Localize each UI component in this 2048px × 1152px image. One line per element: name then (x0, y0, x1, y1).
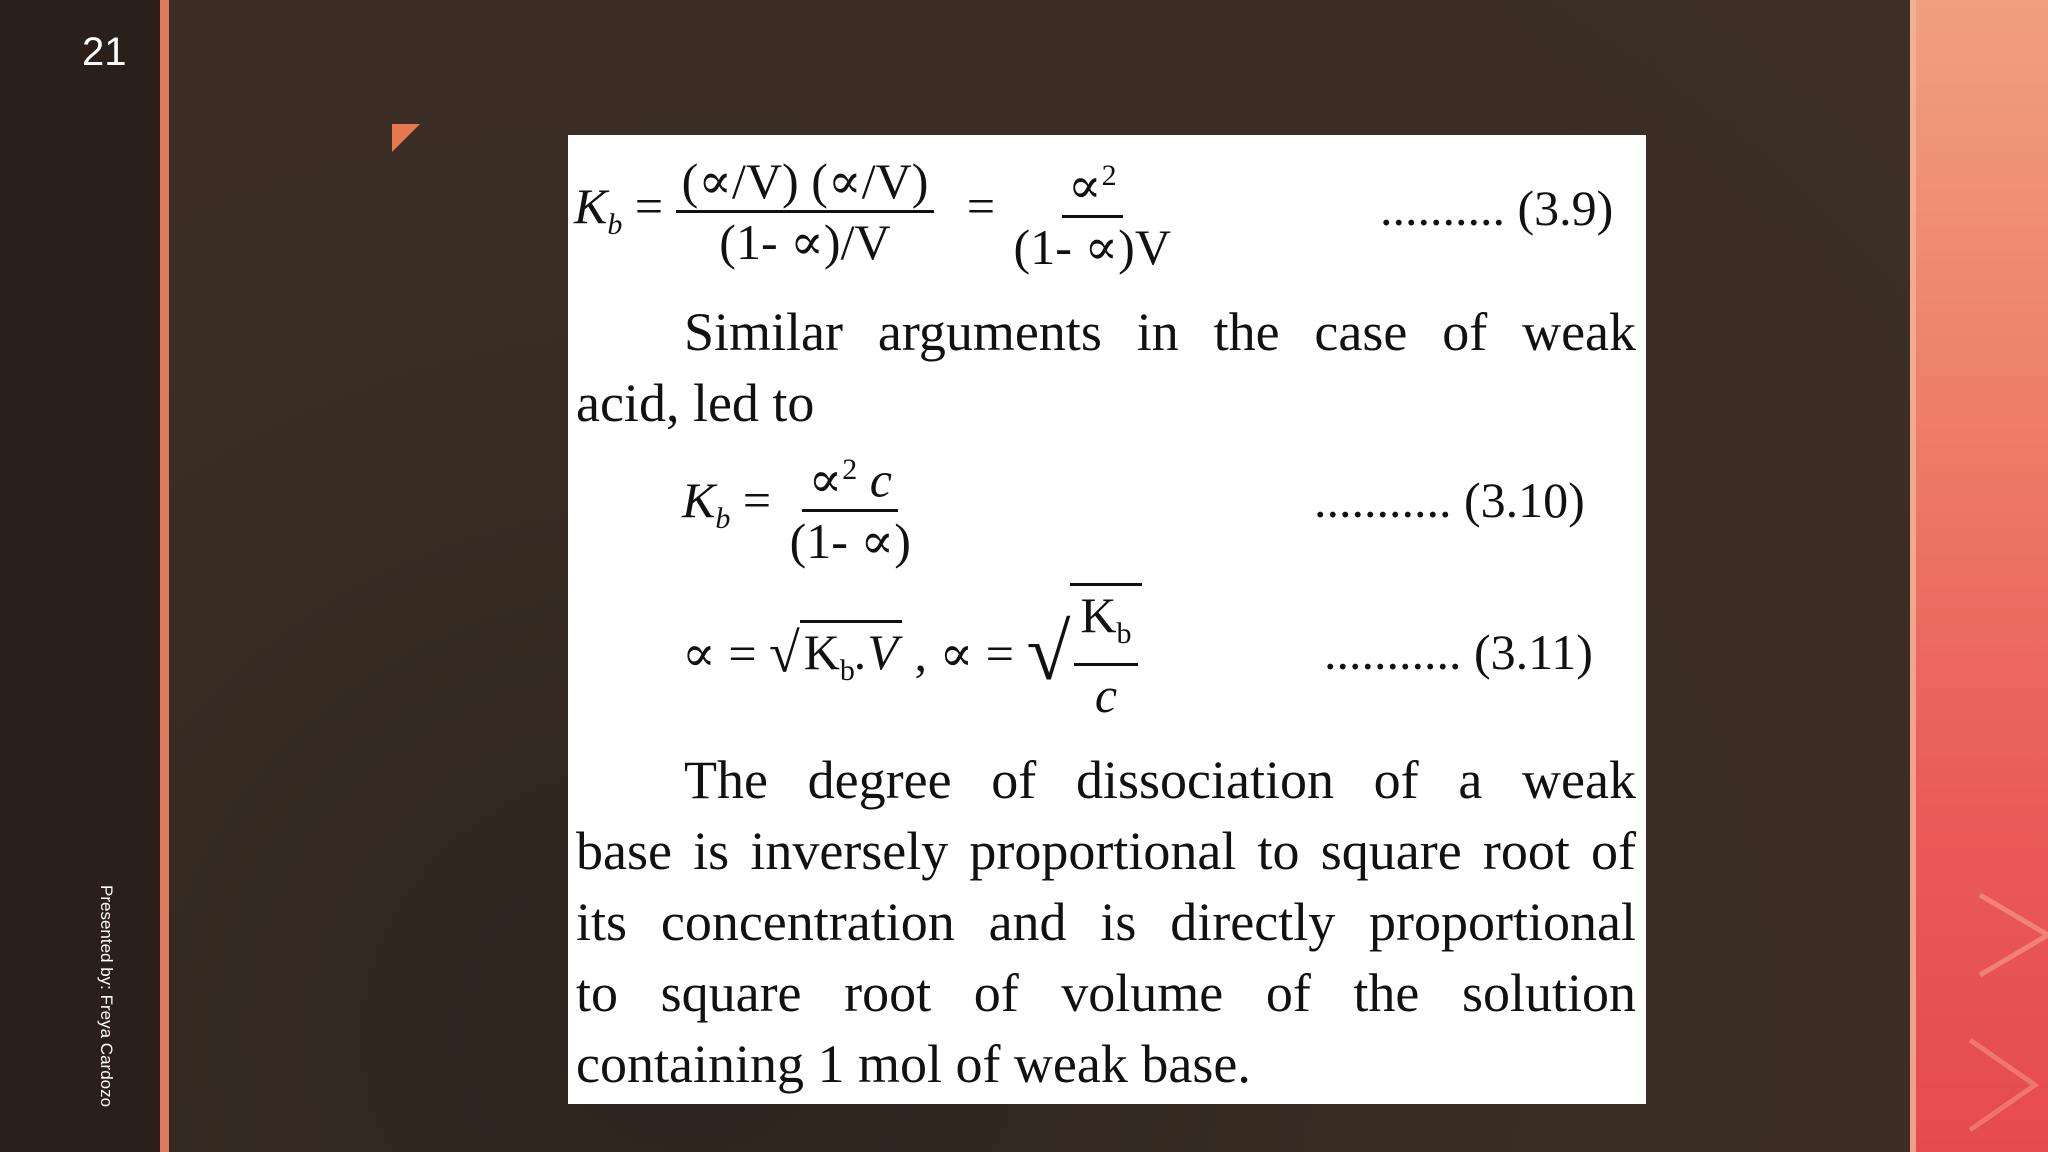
eq2-lhs: K (682, 471, 716, 528)
paragraph-2-line-4: to square root of volume of the solution (576, 963, 1636, 1023)
eq1-lhs-sub: b (607, 207, 623, 241)
eq3-rad1-rest: .V (854, 623, 898, 680)
eq1-num2-sup: 2 (1101, 159, 1117, 192)
eq1-num1: (∝/V) (∝/V) (676, 152, 935, 213)
paragraph-1-line-1: Similar arguments in the case of weak (684, 302, 1636, 362)
accent-line (160, 0, 169, 1152)
eq3-rad1-sub: b (839, 653, 855, 687)
paragraph-2-line-2: base is inversely proportional to square root of (576, 821, 1636, 881)
presenter-credit: Presented by: Freya Cardozo (97, 885, 116, 1108)
corner-mark-icon (392, 124, 420, 152)
equation-3-9 (574, 147, 1177, 276)
eq1-den2: (1- ∝)V (1013, 218, 1171, 275)
paragraph-2-line-3: its concentration and is directly proportional (576, 892, 1636, 952)
slide-number: 21 (82, 30, 127, 74)
eq1-fraction-1 (676, 152, 935, 271)
eq1-lhs: K (574, 177, 608, 234)
chevron-decoration-icon (1910, 0, 2048, 1152)
paragraph-2-line-1: The degree of dissociation of a weak (684, 750, 1636, 810)
eq1-equals: = (634, 177, 664, 234)
decorative-side-panel (1910, 0, 2048, 1152)
eq3-fraction (1074, 586, 1137, 724)
eq2-num-c: c (869, 451, 892, 508)
equation-label-3-9: .......... (3.9) (1380, 180, 1614, 236)
paragraph-1-line-2: acid, led to (576, 373, 815, 433)
eq3-rad1-k: K (803, 623, 840, 680)
eq1-num2 (1062, 147, 1123, 218)
eq1-equals-2: = (966, 177, 996, 234)
eq3-comma: , (914, 625, 927, 682)
eq3-alpha-2: ∝ = (939, 625, 1014, 682)
eq2-num (802, 441, 898, 512)
eq3-frac-num (1074, 586, 1137, 666)
eq3-radicand-1 (800, 620, 902, 688)
eq2-equals: = (742, 471, 772, 528)
left-strip (0, 0, 160, 1152)
eq2-den: (1- ∝) (789, 512, 911, 569)
equation-3-10 (682, 441, 917, 570)
eq1-den1: (1- ∝)/V (719, 213, 891, 270)
eq2-num-alpha: ∝ (808, 451, 843, 508)
sqrt-icon: √ (769, 622, 800, 685)
eq1-fraction-2 (1008, 147, 1177, 276)
eq3-frac-num-k: K (1080, 587, 1117, 643)
eq2-lhs-sub: b (715, 501, 731, 535)
eq3-radicand-2 (1070, 583, 1141, 724)
eq2-num-sup: 2 (842, 453, 858, 486)
equation-3-11 (682, 583, 1142, 724)
eq3-alpha-1: ∝ = (682, 625, 757, 682)
eq2-fraction (784, 441, 917, 570)
sqrt-icon-2: √ (1026, 609, 1071, 697)
equation-label-3-10: ........... (3.10) (1314, 472, 1585, 528)
equation-label-3-11: ........... (3.11) (1324, 624, 1593, 680)
content-image (568, 135, 1646, 1104)
eq1-num2-alpha: ∝ (1067, 157, 1102, 214)
eq3-frac-num-sub: b (1116, 617, 1132, 650)
paragraph-2-line-5: containing 1 mol of weak base. (576, 1034, 1251, 1094)
eq3-frac-den: c (1094, 667, 1118, 723)
